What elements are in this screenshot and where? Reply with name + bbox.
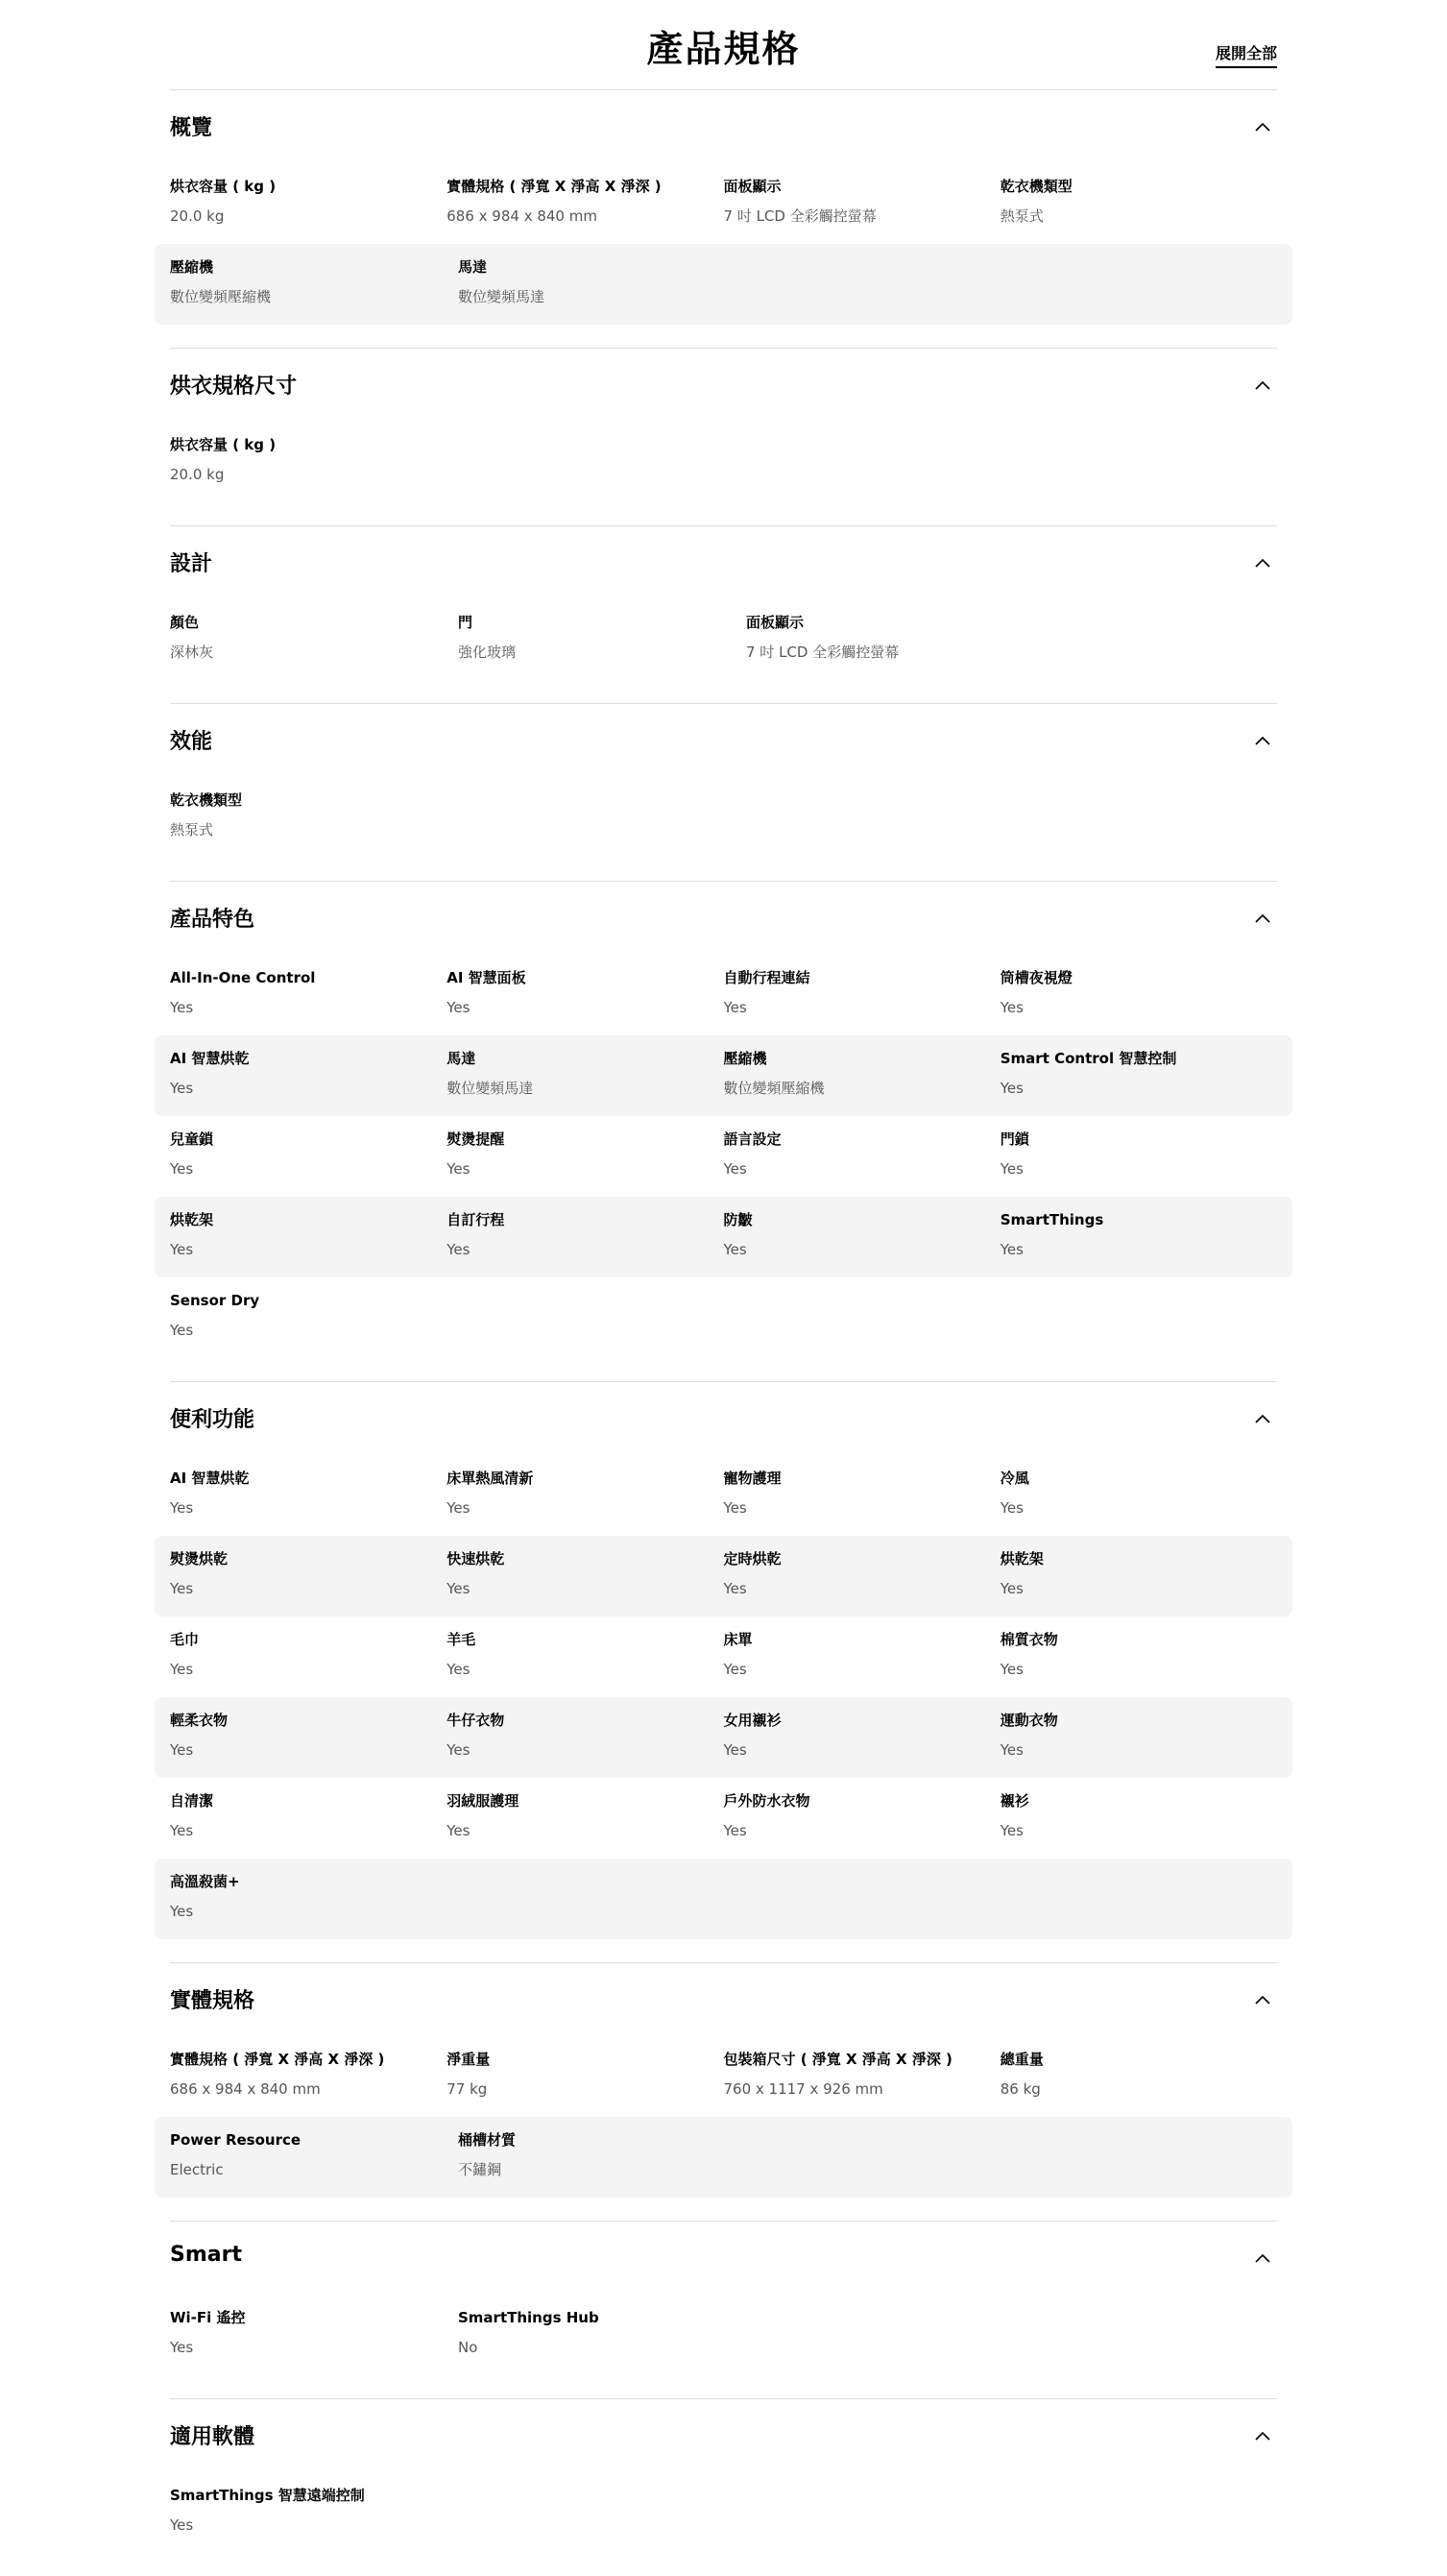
spec-section: [170, 90, 1277, 349]
spec-row: [155, 1536, 1292, 1616]
spec-row: [155, 2472, 1292, 2553]
spec-value: 7 吋 LCD 全彩觸控螢幕: [746, 644, 900, 661]
spec-item: [1001, 1116, 1277, 1197]
spec-value: Yes: [446, 1741, 470, 1759]
spec-label: 乾衣機類型: [1000, 178, 1073, 195]
spec-value: Yes: [1000, 1160, 1024, 1178]
spec-section: [170, 1963, 1277, 2222]
spec-row: [155, 1697, 1292, 1778]
spec-rows: [170, 2036, 1277, 2221]
spec-value: Yes: [1000, 999, 1024, 1016]
spec-value: Yes: [723, 1160, 747, 1178]
spec-value: Yes: [446, 1661, 470, 1678]
spec-row: [155, 244, 1292, 325]
spec-label: 乾衣機類型: [170, 791, 243, 809]
spec-label: 顏色: [170, 614, 200, 631]
spec-value: 不鏽鋼: [458, 2161, 502, 2178]
spec-row: [155, 599, 1292, 680]
spec-item: [724, 1536, 1001, 1616]
spec-value: Yes: [170, 1903, 194, 1920]
spec-label: 門鎖: [1000, 1130, 1029, 1148]
section-title: 烘衣規格尺寸: [170, 375, 298, 399]
spec-item: [458, 2295, 746, 2375]
spec-item: [1001, 1536, 1277, 1616]
spec-item: [170, 1616, 446, 1697]
spec-value: Yes: [723, 1741, 747, 1759]
spec-label: 實體規格 ( 淨寬 X 淨高 X 淨深 ): [446, 178, 662, 195]
spec-item: [446, 1035, 723, 1116]
spec-item: [170, 1035, 446, 1116]
spec-value: Yes: [446, 1160, 470, 1178]
spec-row: [155, 2117, 1292, 2198]
section-title: 實體規格: [170, 1989, 255, 2013]
spec-label: 淨重量: [446, 2051, 491, 2068]
spec-item: [170, 2036, 446, 2117]
spec-row: [155, 163, 1292, 244]
spec-value: Yes: [170, 1741, 194, 1759]
chevron-up-icon[interactable]: [1254, 1992, 1271, 2009]
spec-label: 實體規格 ( 淨寬 X 淨高 X 淨深 ): [170, 2051, 385, 2068]
spec-section: [170, 2399, 1277, 2576]
spec-label: 烘乾架: [1000, 1550, 1044, 1567]
spec-value: 7 吋 LCD 全彩觸控螢幕: [723, 207, 877, 225]
spec-value: 熱泵式: [1000, 207, 1044, 225]
spec-item: [1001, 1697, 1277, 1778]
section-title: Smart: [170, 2243, 242, 2267]
spec-value: Yes: [723, 1661, 747, 1678]
spec-label: 面板顯示: [746, 614, 805, 631]
spec-item: [724, 1697, 1001, 1778]
spec-section: [170, 526, 1277, 704]
spec-row: [155, 1277, 1292, 1358]
spec-label: 壓縮機: [723, 1050, 767, 1067]
spec-item: [1001, 1616, 1277, 1697]
spec-item: [446, 1778, 723, 1859]
spec-item: [446, 1697, 723, 1778]
spec-row: [155, 1116, 1292, 1197]
spec-value: Electric: [170, 2161, 224, 2178]
spec-label: 馬達: [446, 1050, 476, 1067]
spec-item: [446, 1536, 723, 1616]
spec-value: Yes: [170, 1661, 194, 1678]
spec-label: 熨燙烘乾: [170, 1550, 229, 1567]
spec-value: Yes: [1000, 1741, 1024, 1759]
spec-label: 快速烘乾: [446, 1550, 505, 1567]
spec-value: Yes: [723, 1822, 747, 1839]
spec-item: [724, 1197, 1001, 1277]
spec-label: 毛巾: [170, 1631, 200, 1648]
spec-item: [724, 1778, 1001, 1859]
spec-label: 女用襯衫: [723, 1712, 782, 1729]
spec-value: Yes: [446, 1822, 470, 1839]
spec-label: 筒槽夜視燈: [1000, 969, 1073, 986]
spec-item: [170, 1116, 446, 1197]
spec-label: 襯衫: [1000, 1792, 1029, 1810]
spec-rows: [170, 599, 1277, 703]
spec-label: Wi-Fi 遙控: [170, 2309, 246, 2326]
spec-value: 760 x 1117 x 926 mm: [723, 2080, 883, 2098]
spec-value: Yes: [723, 1580, 747, 1597]
spec-item: [724, 1455, 1001, 1536]
spec-label: SmartThings Hub: [458, 2309, 599, 2326]
chevron-up-icon[interactable]: [1254, 119, 1271, 136]
spec-section: [170, 349, 1277, 526]
chevron-up-icon[interactable]: [1254, 911, 1271, 928]
spec-item: [458, 244, 746, 325]
section-header[interactable]: [170, 882, 1277, 955]
spec-label: 自清潔: [170, 1792, 214, 1810]
spec-rows: [170, 422, 1277, 525]
spec-item: [170, 2117, 458, 2198]
spec-value: 20.0 kg: [170, 466, 225, 483]
spec-label: 烘乾架: [170, 1211, 214, 1228]
spec-value: 20.0 kg: [170, 207, 225, 225]
spec-item: [170, 1536, 446, 1616]
section-title: 產品特色: [170, 908, 255, 932]
spec-label: 牛仔衣物: [446, 1712, 505, 1729]
section-title: 概覽: [170, 116, 213, 140]
spec-value: 77 kg: [446, 2080, 488, 2098]
spec-item: [1001, 1455, 1277, 1536]
spec-label: 烘衣容量 ( kg ): [170, 178, 277, 195]
spec-value: 數位變頻壓縮機: [170, 288, 272, 305]
spec-value: 686 x 984 x 840 mm: [446, 207, 597, 225]
spec-value: 86 kg: [1000, 2080, 1041, 2098]
chevron-up-icon[interactable]: [1254, 1411, 1271, 1428]
spec-label: AI 智慧烘乾: [170, 1050, 250, 1067]
spec-value: Yes: [446, 999, 470, 1016]
spec-row: [155, 2295, 1292, 2375]
section-header[interactable]: [170, 2222, 1277, 2295]
spec-value: Yes: [723, 1241, 747, 1258]
spec-item: [1001, 163, 1277, 244]
spec-value: Yes: [1000, 1580, 1024, 1597]
spec-value: No: [458, 2339, 478, 2356]
spec-value: Yes: [170, 1822, 194, 1839]
chevron-up-icon[interactable]: [1254, 377, 1271, 395]
spec-item: [170, 777, 458, 858]
spec-item: [746, 599, 1034, 680]
spec-row: [155, 1778, 1292, 1859]
spec-label: 輕柔衣物: [170, 1712, 229, 1729]
spec-item: [446, 2036, 723, 2117]
spec-value: Yes: [446, 1499, 470, 1517]
spec-item: [458, 2117, 746, 2198]
spec-rows: [170, 2472, 1277, 2576]
spec-item: [458, 599, 746, 680]
expand-all-link[interactable]: 展開全部: [1216, 41, 1277, 68]
spec-label: 冷風: [1000, 1470, 1029, 1487]
spec-value: 深林灰: [170, 644, 214, 661]
chevron-up-icon[interactable]: [1254, 2428, 1271, 2445]
spec-item: [724, 2036, 1001, 2117]
spec-item: [170, 1697, 446, 1778]
section-header[interactable]: [170, 1382, 1277, 1455]
spec-value: Yes: [723, 999, 747, 1016]
spec-rows: [170, 777, 1277, 881]
spec-item: [170, 1277, 458, 1358]
page-title: 產品規格: [646, 28, 801, 70]
spec-label: AI 智慧烘乾: [170, 1470, 250, 1487]
spec-label: 烘衣容量 ( kg ): [170, 436, 277, 453]
section-header[interactable]: [170, 90, 1277, 163]
spec-rows: [170, 1455, 1277, 1962]
spec-item: [724, 1035, 1001, 1116]
spec-label: 馬達: [458, 258, 488, 276]
spec-item: [724, 1616, 1001, 1697]
spec-row: [155, 422, 1292, 502]
spec-item: [170, 422, 458, 502]
spec-label: 羽絨服護理: [446, 1792, 519, 1810]
spec-row: [155, 1859, 1292, 1939]
spec-label: 總重量: [1000, 2051, 1044, 2068]
spec-value: Yes: [170, 1322, 194, 1339]
spec-rows: [170, 2295, 1277, 2398]
spec-label: 壓縮機: [170, 258, 214, 276]
spec-label: 棉質衣物: [1000, 1631, 1058, 1648]
spec-label: 運動衣物: [1000, 1712, 1058, 1729]
spec-item: [170, 244, 458, 325]
spec-item: [1001, 1035, 1277, 1116]
spec-value: 數位變頻壓縮機: [723, 1080, 825, 1097]
spec-rows: [170, 163, 1277, 348]
spec-value: Yes: [446, 1241, 470, 1258]
spec-label: Power Resource: [170, 2131, 301, 2149]
spec-value: Yes: [170, 2516, 194, 2534]
spec-value: Yes: [170, 1241, 194, 1258]
chevron-up-icon[interactable]: [1254, 733, 1271, 750]
spec-item: [724, 163, 1001, 244]
spec-label: 床單熱風清新: [446, 1470, 534, 1487]
spec-value: Yes: [170, 1580, 194, 1597]
spec-label: 門: [458, 614, 473, 631]
spec-item: [170, 2472, 458, 2553]
spec-row: [155, 1035, 1292, 1116]
spec-value: 熱泵式: [170, 821, 214, 838]
spec-item: [446, 1455, 723, 1536]
spec-value: 686 x 984 x 840 mm: [170, 2080, 321, 2098]
spec-row: [155, 1455, 1292, 1536]
spec-row: [155, 1616, 1292, 1697]
spec-value: Yes: [170, 1499, 194, 1517]
section-header[interactable]: [170, 349, 1277, 422]
spec-row: [155, 1197, 1292, 1277]
spec-value: 數位變頻馬達: [458, 288, 545, 305]
spec-value: Yes: [170, 2339, 194, 2356]
spec-item: [446, 163, 723, 244]
spec-label: Sensor Dry: [170, 1292, 260, 1309]
spec-value: Yes: [1000, 1241, 1024, 1258]
spec-label: 自動行程連結: [723, 969, 810, 986]
spec-label: 包裝箱尺寸 ( 淨寬 X 淨高 X 淨深 ): [723, 2051, 953, 2068]
spec-item: [1001, 1778, 1277, 1859]
spec-value: Yes: [1000, 1080, 1024, 1097]
chevron-up-icon[interactable]: [1254, 555, 1271, 572]
spec-label: All-In-One Control: [170, 969, 316, 986]
section-header[interactable]: [170, 2399, 1277, 2472]
spec-label: 床單: [723, 1631, 753, 1648]
spec-section: [170, 704, 1277, 882]
spec-label: 寵物護理: [723, 1470, 782, 1487]
section-title: 便利功能: [170, 1408, 255, 1432]
spec-value: Yes: [170, 999, 194, 1016]
spec-label: 定時烘乾: [723, 1550, 782, 1567]
section-title: 適用軟體: [170, 2425, 255, 2449]
spec-label: 熨燙提醒: [446, 1130, 505, 1148]
chevron-up-icon[interactable]: [1254, 2250, 1271, 2268]
spec-item: [724, 1116, 1001, 1197]
spec-item: [1001, 955, 1277, 1035]
spec-item: [170, 1197, 446, 1277]
spec-section: [170, 2222, 1277, 2399]
spec-label: 羊毛: [446, 1631, 476, 1648]
spec-item: [724, 955, 1001, 1035]
spec-value: Yes: [1000, 1499, 1024, 1517]
spec-label: SmartThings 智慧遠端控制: [170, 2487, 365, 2504]
spec-item: [170, 2295, 458, 2375]
section-title: 效能: [170, 730, 213, 754]
spec-label: 桶槽材質: [458, 2131, 517, 2149]
spec-label: Smart Control 智慧控制: [1000, 1050, 1177, 1067]
spec-item: [170, 1859, 458, 1939]
spec-item: [446, 1197, 723, 1277]
spec-item: [446, 1616, 723, 1697]
spec-row: [155, 955, 1292, 1035]
spec-label: 自訂行程: [446, 1211, 505, 1228]
spec-row: [155, 777, 1292, 858]
spec-section: [170, 882, 1277, 1382]
spec-row: [155, 2036, 1292, 2117]
spec-label: 防皺: [723, 1211, 753, 1228]
spec-item: [446, 1116, 723, 1197]
section-title: 設計: [170, 552, 213, 576]
spec-value: Yes: [170, 1080, 194, 1097]
spec-value: Yes: [1000, 1661, 1024, 1678]
spec-label: 面板顯示: [723, 178, 782, 195]
spec-item: [170, 955, 446, 1035]
section-header[interactable]: [170, 1963, 1277, 2036]
section-header[interactable]: [170, 526, 1277, 599]
spec-item: [170, 1778, 446, 1859]
spec-label: 高溫殺菌+: [170, 1873, 240, 1890]
spec-section: [170, 1382, 1277, 1963]
spec-sections: [0, 90, 1447, 2576]
spec-value: 數位變頻馬達: [446, 1080, 534, 1097]
spec-value: Yes: [1000, 1822, 1024, 1839]
spec-value: Yes: [446, 1580, 470, 1597]
spec-header: [170, 0, 1277, 90]
spec-label: AI 智慧面板: [446, 969, 526, 986]
spec-item: [446, 955, 723, 1035]
spec-item: [170, 163, 446, 244]
spec-value: Yes: [170, 1160, 194, 1178]
spec-rows: [170, 955, 1277, 1381]
spec-label: 戶外防水衣物: [723, 1792, 810, 1810]
spec-item: [170, 599, 458, 680]
spec-label: 兒童鎖: [170, 1130, 214, 1148]
spec-label: 語言設定: [723, 1130, 782, 1148]
spec-label: SmartThings: [1000, 1211, 1104, 1228]
section-header[interactable]: [170, 704, 1277, 777]
spec-value: 強化玻璃: [458, 644, 517, 661]
spec-value: Yes: [723, 1499, 747, 1517]
spec-item: [1001, 2036, 1277, 2117]
spec-item: [170, 1455, 446, 1536]
spec-item: [1001, 1197, 1277, 1277]
